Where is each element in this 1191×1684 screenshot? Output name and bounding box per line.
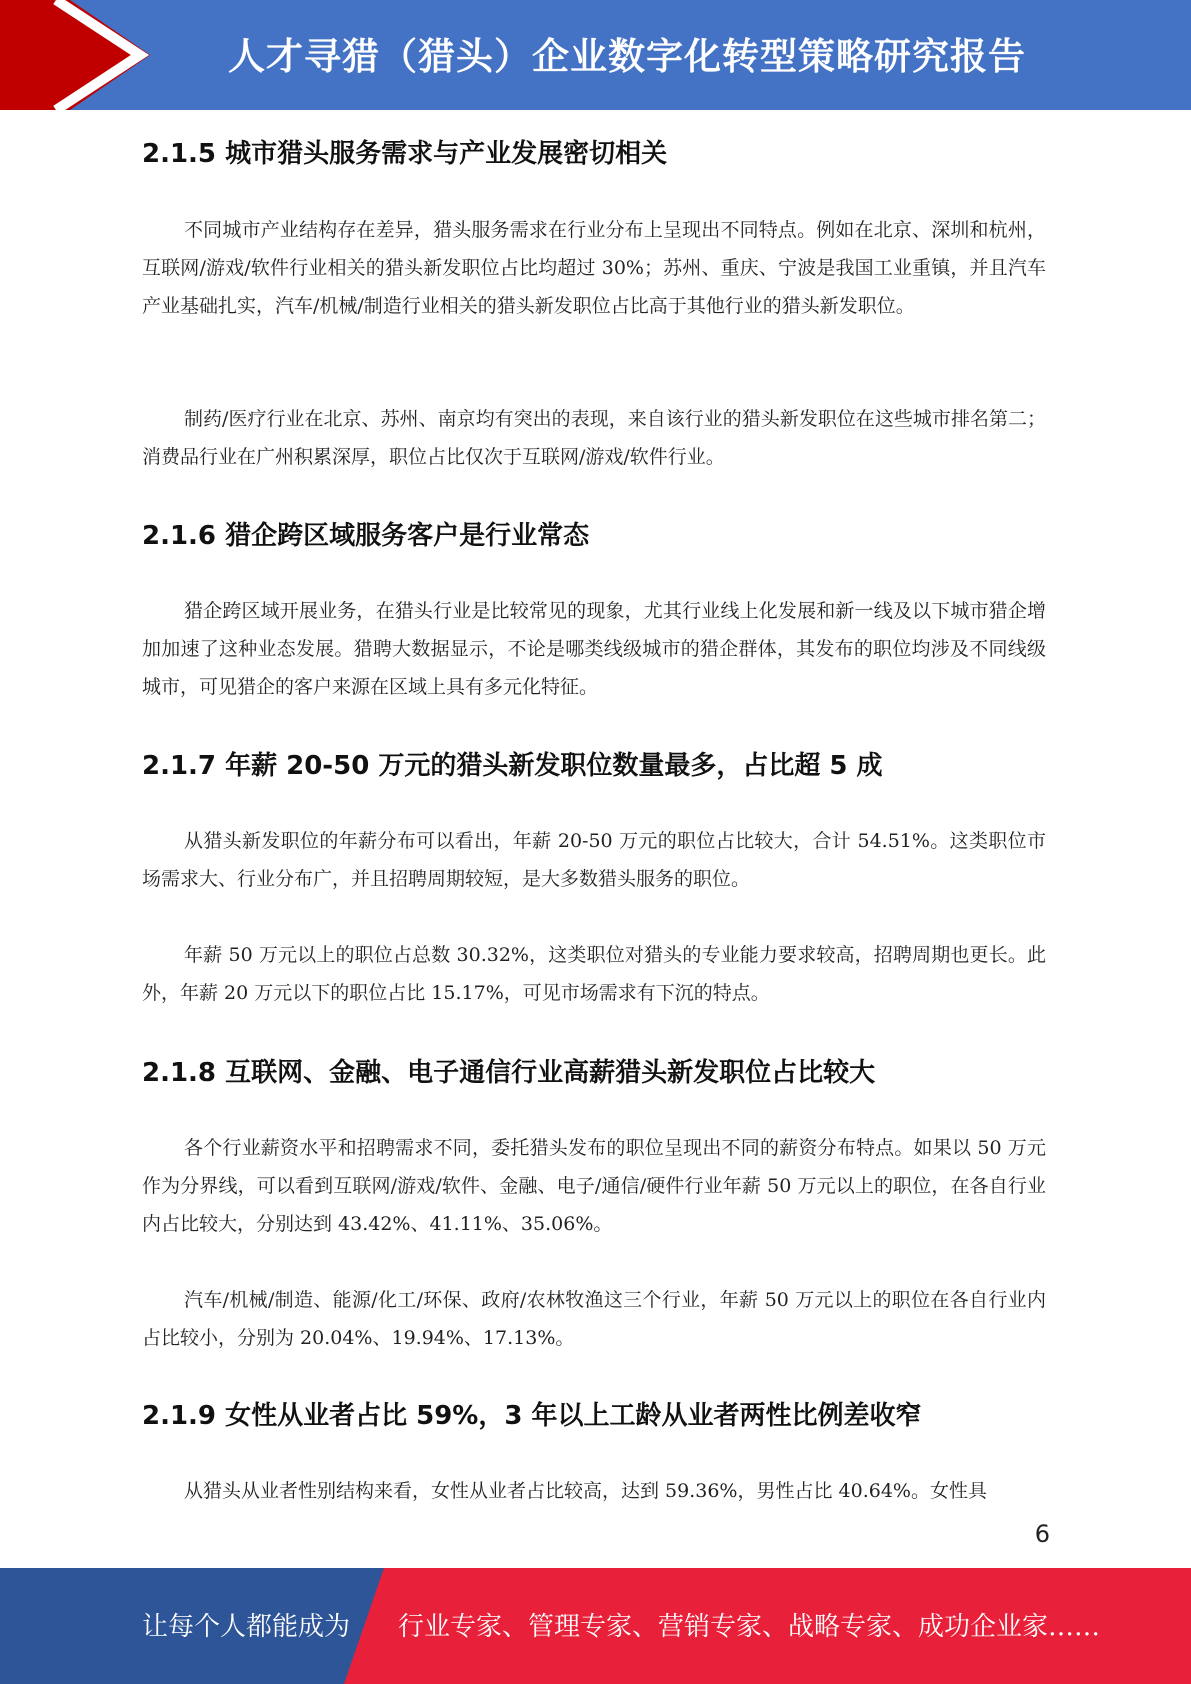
section-heading-2-1-5: 2.1.5 城市猎头服务需求与产业发展密切相关 (142, 139, 668, 169)
paragraph: 年薪 50 万元以上的职位占总数 30.32%，这类职位对猎头的专业能力要求较高，招聘周期也更长。此外，年薪 20 万元以下的职位占比 15.17%，可见市场需求有下沉的特点。 (142, 944, 1046, 1004)
footer-slogan-left: 让每个人都能成为 (142, 1612, 351, 1642)
footer-slogan-right: 行业专家、管理专家、营销专家、战略专家、成功企业家…… (398, 1612, 1101, 1642)
section-heading-2-1-8: 2.1.8 互联网、金融、电子通信行业高薪猎头新发职位占比较大 (142, 1058, 876, 1088)
report-title: 人才寻猎（猎头）企业数字化转型策略研究报告 (228, 35, 1026, 78)
paragraph: 不同城市产业结构存在差异，猎头服务需求在行业分布上呈现出不同特点。例如在北京、深圳和杭州，互联网/游戏/软件行业相关的猎头新发职位占比均超过 30%；苏州、重庆、宁波是我国工业重镇，并且汽车产业基础扎实，汽车/机械/制造行业相关的猎头新发职位占比高于其他行业的猎头新发职位。 (142, 219, 1046, 317)
paragraph: 从猎头从业者性别结构来看，女性从业者占比较高，达到 59.36%，男性占比 40.64%。女性具 (184, 1480, 987, 1502)
page-header (0, 0, 1191, 110)
paragraph: 汽车/机械/制造、能源/化工/环保、政府/农林牧渔这三个行业，年薪 50 万元以上的职位在各自行业内占比较小，分别为 20.04%、19.94%、17.13%。 (142, 1289, 1046, 1349)
paragraph: 猎企跨区域开展业务，在猎头行业是比较常见的现象，尤其行业线上化发展和新一线及以下城市猎企增加加速了这种业态发展。猎聘大数据显示，不论是哪类线级城市的猎企群体，其发布的职位均涉及不同线级城市，可见猎企的客户来源在区域上具有多元化特征。 (142, 600, 1046, 698)
paragraph: 各个行业薪资水平和招聘需求不同，委托猎头发布的职位呈现出不同的薪资分布特点。如果以 50 万元作为分界线，可以看到互联网/游戏/软件、金融、电子/通信/硬件行业年薪 50 万元以上的职位，在各自行业内占比较大，分别达到 43.42%、41.11%、35.06%。 (142, 1137, 1046, 1235)
page-number: 6 (1034, 1520, 1050, 1548)
section-heading-2-1-7: 2.1.7 年薪 20-50 万元的猎头新发职位数量最多，占比超 5 成 (142, 751, 883, 781)
section-heading-2-1-6: 2.1.6 猎企跨区域服务客户是行业常态 (142, 521, 590, 551)
paragraph: 制药/医疗行业在北京、苏州、南京均有突出的表现，来自该行业的猎头新发职位在这些城市排名第二；消费品行业在广州积累深厚，职位占比仅次于互联网/游戏/软件行业。 (142, 408, 1046, 468)
page-footer (0, 1568, 1191, 1684)
paragraph: 从猎头新发职位的年薪分布可以看出，年薪 20-50 万元的职位占比较大，合计 54.51%。这类职位市场需求大、行业分布广，并且招聘周期较短，是大多数猎头服务的职位。 (142, 830, 1046, 890)
section-heading-2-1-9: 2.1.9 女性从业者占比 59%，3 年以上工龄从业者两性比例差收窄 (142, 1401, 922, 1431)
